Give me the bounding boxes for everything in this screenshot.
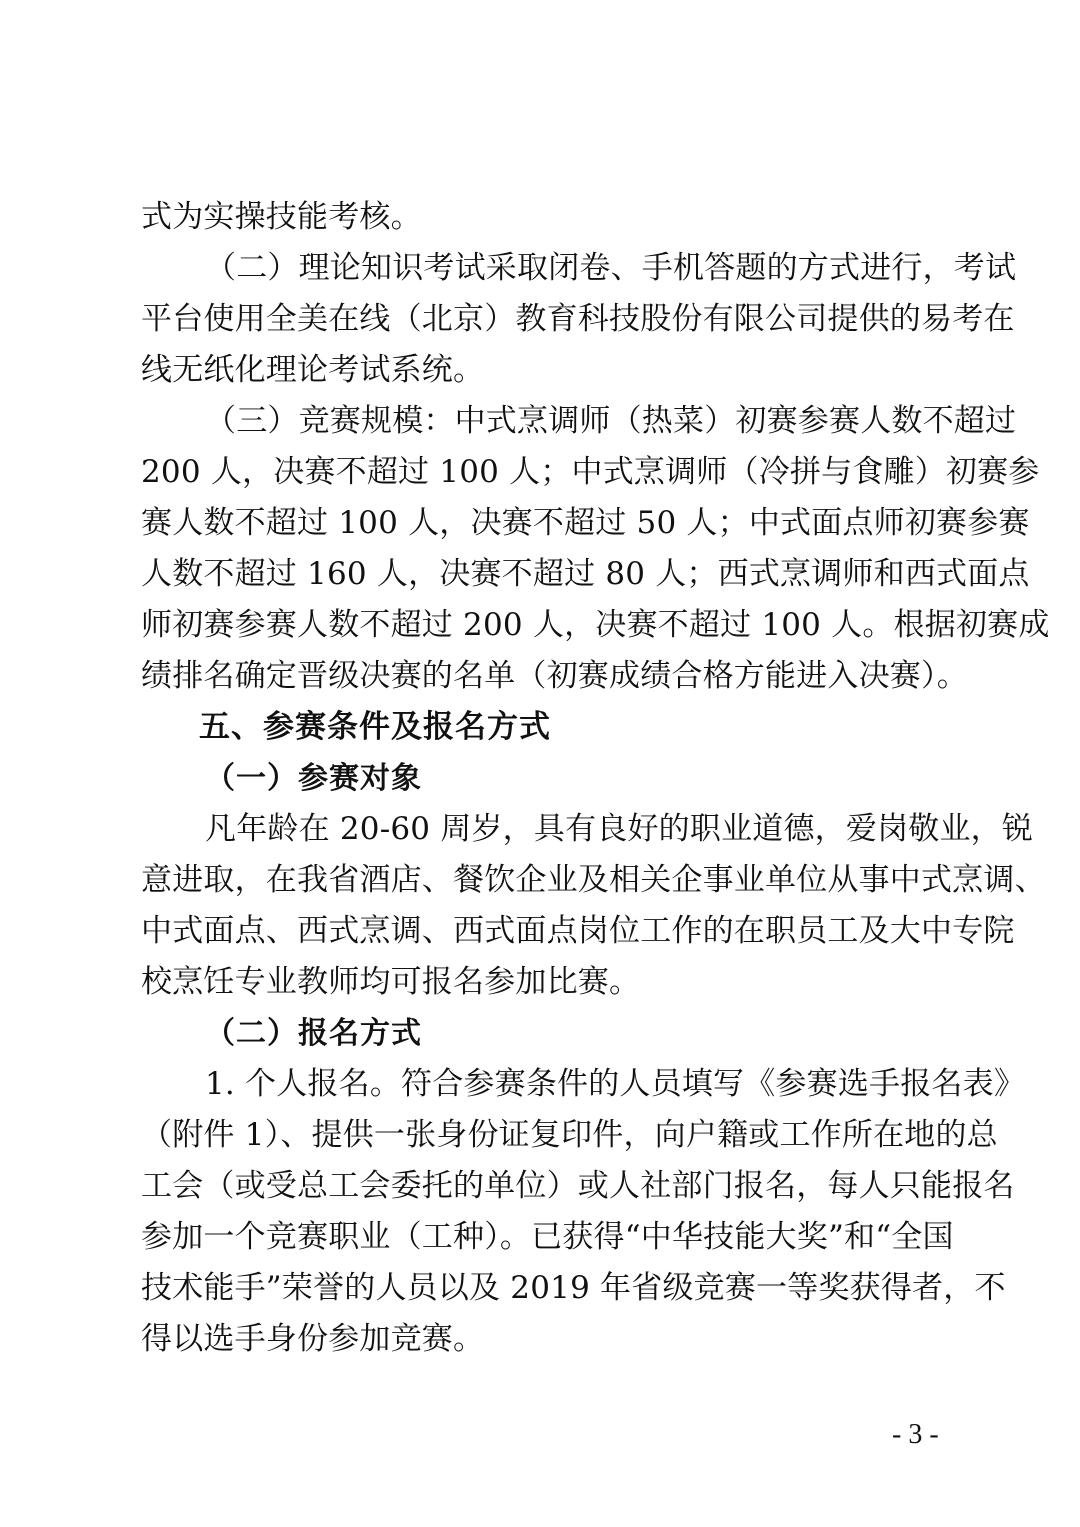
document-body bbox=[141, 192, 1050, 1365]
text-line: 平台使用全美在线（北京）教育科技股份有限公司提供的易考在 bbox=[141, 301, 1015, 337]
text-line: 校烹饪专业教师均可报名参加比赛。 bbox=[141, 964, 641, 1000]
subsection-heading: （二）报名方式 bbox=[205, 1016, 422, 1051]
text-line: 参加一个竞赛职业（工种）。已获得“中华技能大奖”和“全国 bbox=[141, 1219, 954, 1255]
section-heading: 五、参赛条件及报名方式 bbox=[199, 709, 551, 745]
text-line: （三）竞赛规模：中式烹调师（热菜）初赛参赛人数不超过 bbox=[205, 403, 1017, 439]
text-line: 人数不超过 160 人，决赛不超过 80 人；西式烹调师和西式面点 bbox=[141, 556, 1030, 592]
text-line: 绩排名确定晋级决赛的名单（初赛成绩合格方能进入决赛）。 bbox=[141, 658, 968, 694]
text-line: 师初赛参赛人数不超过 200 人，决赛不超过 100 人。根据初赛成 bbox=[141, 607, 1050, 643]
text-line: 中式面点、西式烹调、西式面点岗位工作的在职员工及大中专院 bbox=[141, 913, 1015, 949]
text-line: （二）理论知识考试采取闭卷、手机答题的方式进行，考试 bbox=[205, 250, 1017, 286]
text-line: 得以选手身份参加竞赛。 bbox=[141, 1321, 485, 1357]
text-line: 凡年龄在 20-60 周岁，具有良好的职业道德，爱岗敬业，锐 bbox=[205, 811, 1034, 847]
text-line: 工会（或受总工会委托的单位）或人社部门报名，每人只能报名 bbox=[141, 1168, 1015, 1204]
text-line: 赛人数不超过 100 人，决赛不超过 50 人；中式面点师初赛参赛 bbox=[141, 505, 1030, 541]
text-line: （附件 1）、提供一张身份证复印件，向户籍或工作所在地的总 bbox=[141, 1117, 998, 1153]
text-line: 1. 个人报名。符合参赛条件的人员填写《参赛选手报名表》 bbox=[205, 1066, 1026, 1102]
subsection-heading: （一）参赛对象 bbox=[205, 761, 422, 796]
text-line: 技术能手”荣誉的人员以及 2019 年省级竞赛一等奖获得者，不 bbox=[141, 1270, 1006, 1306]
text-line: 200 人，决赛不超过 100 人；中式烹调师（冷拼与食雕）初赛参 bbox=[141, 454, 1040, 490]
text-line: 线无纸化理论考试系统。 bbox=[141, 352, 485, 388]
text-line: 意进取，在我省酒店、餐饮企业及相关企事业单位从事中式烹调、 bbox=[141, 862, 1046, 898]
page-number: - 3 - bbox=[892, 1419, 939, 1450]
text-line: 式为实操技能考核。 bbox=[141, 199, 422, 235]
